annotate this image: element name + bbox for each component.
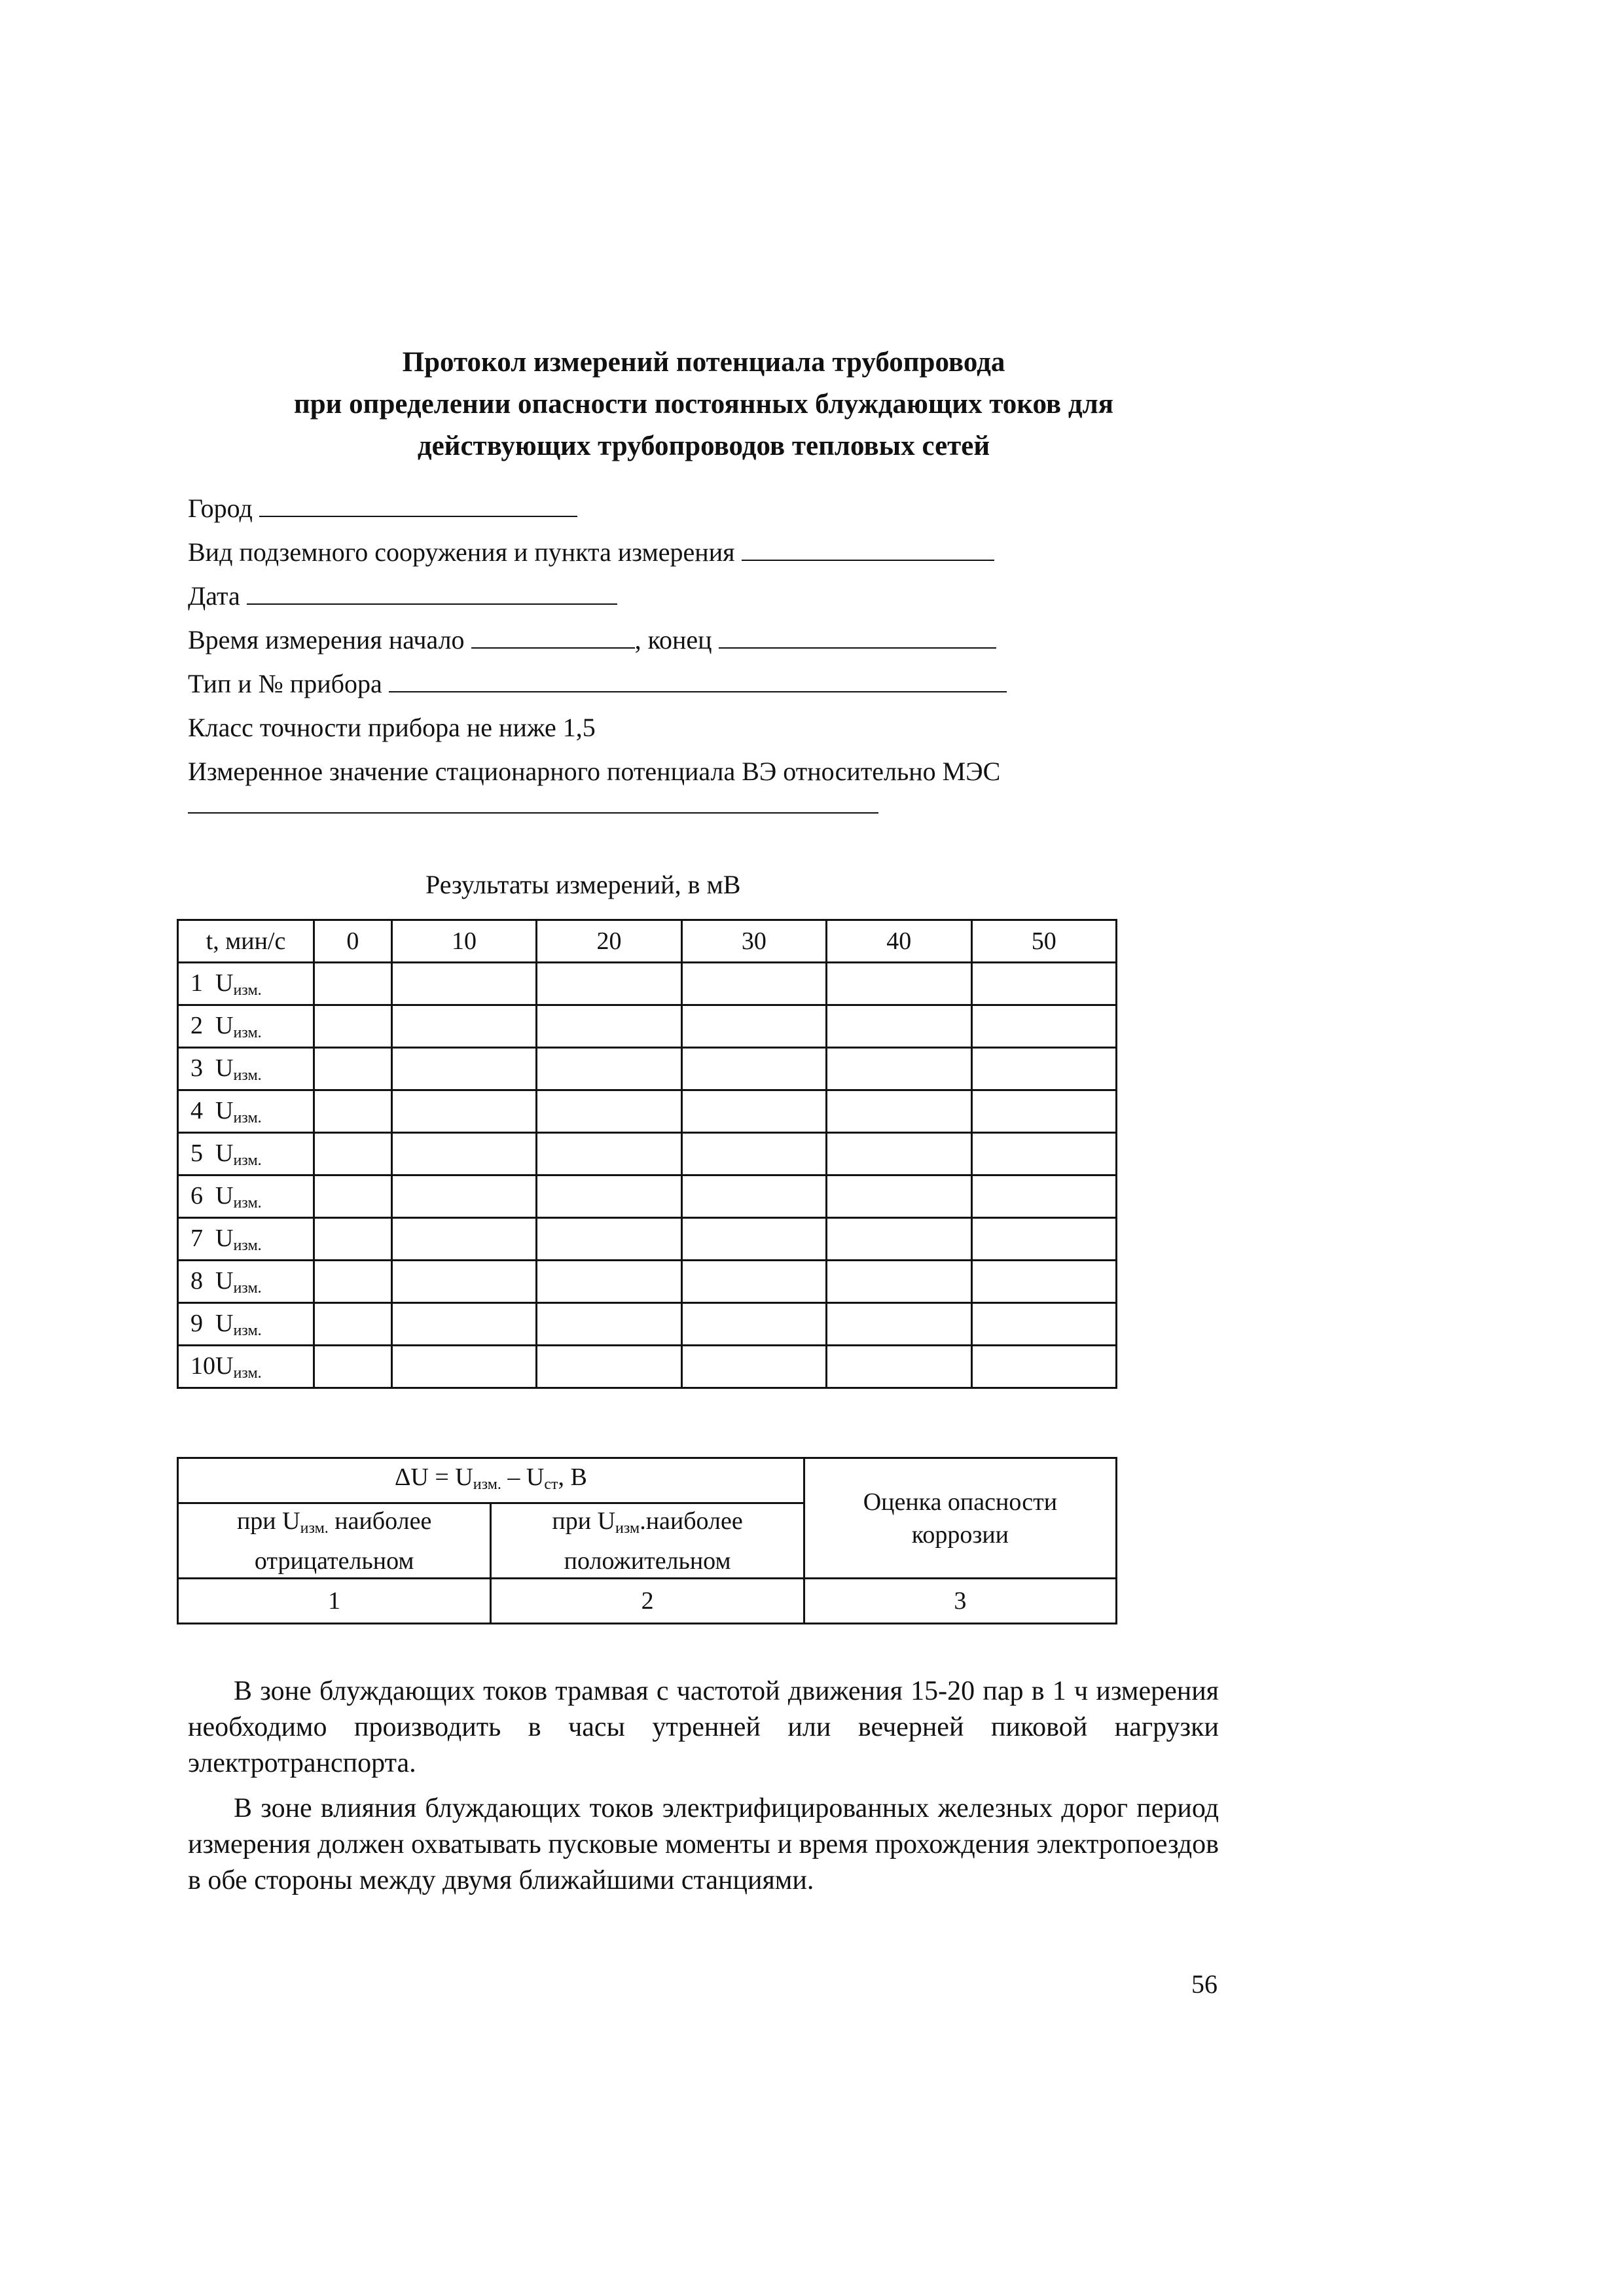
measurement-cell[interactable] <box>971 1346 1117 1388</box>
row-symbol: U <box>215 1309 234 1337</box>
measurement-cell[interactable] <box>391 1303 536 1346</box>
measurement-cell[interactable] <box>827 1261 971 1303</box>
measurement-cell[interactable] <box>314 1133 392 1175</box>
delta-u-prefix: ΔU = U <box>394 1463 473 1491</box>
structure-type-label: Вид подземного сооружения и пункта измерения <box>188 537 735 567</box>
results-caption: Результаты измерений, в мВ <box>425 870 741 899</box>
measurement-cell[interactable] <box>827 1218 971 1261</box>
row-symbol: U <box>215 1266 234 1295</box>
row-symbol: U <box>215 1096 234 1124</box>
table-row <box>178 1133 1117 1175</box>
column-number-2: 2 <box>491 1579 804 1624</box>
row-number: 5 <box>190 1139 203 1167</box>
measurement-cell[interactable] <box>391 1261 536 1303</box>
structure-type-blank[interactable] <box>742 536 994 561</box>
delta-u-suffix: , В <box>558 1463 587 1491</box>
time-col-30: 30 <box>681 920 826 963</box>
row-subscript: изм. <box>233 1194 262 1211</box>
measurement-cell[interactable] <box>681 1048 826 1090</box>
date-field <box>188 580 617 613</box>
table-row <box>178 1048 1117 1090</box>
measurement-cell[interactable] <box>537 1261 681 1303</box>
measurement-cell[interactable] <box>971 1261 1117 1303</box>
row-number: 4 <box>190 1096 203 1124</box>
delta-u-header <box>178 1458 804 1503</box>
row-symbol: U <box>215 1224 234 1252</box>
table-row <box>178 1090 1117 1133</box>
row-subscript: изм. <box>233 1236 262 1254</box>
measurement-cell[interactable] <box>827 1048 971 1090</box>
measurement-cell[interactable] <box>681 1133 826 1175</box>
measurement-cell[interactable] <box>971 1090 1117 1133</box>
measurement-cell[interactable] <box>827 1346 971 1388</box>
measurement-cell[interactable] <box>391 1048 536 1090</box>
device-label: Тип и № прибора <box>188 669 382 698</box>
row-symbol: U <box>215 1011 234 1039</box>
paragraph-railway: В зоне влияния блуждающих токов электрифицированных железных дорог период измерения должен охватывать пусковые моменты и время прохождения электропоездов в обе стороны между двумя ближайшими станциями. <box>188 1793 1219 1895</box>
device-field <box>188 668 1007 700</box>
row-number: 7 <box>190 1224 203 1252</box>
results-table <box>177 919 1117 1389</box>
row-subscript: изм. <box>233 1364 262 1382</box>
most-negative-line-2: отрицательном <box>254 1547 414 1575</box>
measured-value-label: Измеренное значение стационарного потенциала ВЭ относительно МЭС <box>188 757 1001 786</box>
table-row <box>178 1303 1117 1346</box>
row-subscript: изм. <box>233 1109 262 1126</box>
measurement-cell[interactable] <box>314 1218 392 1261</box>
measurement-cell[interactable] <box>391 1005 536 1048</box>
most-negative-pre: при U <box>236 1507 300 1535</box>
time-col-50: 50 <box>971 920 1117 963</box>
measurement-cell[interactable] <box>827 1303 971 1346</box>
row-number: 1 <box>190 969 203 997</box>
page-number: 56 <box>1191 1969 1218 1999</box>
column-number-3: 3 <box>804 1579 1116 1624</box>
measurement-cell[interactable] <box>314 1261 392 1303</box>
row-label <box>178 1090 314 1133</box>
measurement-cell[interactable] <box>681 1261 826 1303</box>
most-negative-post: наиболее <box>328 1507 432 1535</box>
most-positive-sub: изм <box>615 1519 640 1537</box>
row-label <box>178 1175 314 1218</box>
measurement-cell[interactable] <box>391 963 536 1005</box>
table-row <box>178 1261 1117 1303</box>
measurement-cell[interactable] <box>314 1175 392 1218</box>
measurement-cell[interactable] <box>681 1005 826 1048</box>
most-positive-line-2: положительном <box>564 1547 731 1575</box>
measurement-cell[interactable] <box>827 1175 971 1218</box>
table-row <box>178 1175 1117 1218</box>
measurement-cell[interactable] <box>971 963 1117 1005</box>
city-label: Город <box>188 493 253 523</box>
measured-value-field <box>188 755 1000 788</box>
measurement-cell[interactable] <box>537 1303 681 1346</box>
most-positive-post: .наиболее <box>640 1507 743 1535</box>
measurement-cell[interactable] <box>537 1175 681 1218</box>
danger-assessment-header <box>804 1458 1116 1579</box>
most-positive-pre: при U <box>552 1507 616 1535</box>
column-number-1: 1 <box>178 1579 491 1624</box>
measurement-cell[interactable] <box>971 1005 1117 1048</box>
city-blank[interactable] <box>259 492 577 517</box>
row-label <box>178 1048 314 1090</box>
measurement-cell[interactable] <box>391 1346 536 1388</box>
measured-value-blank[interactable] <box>188 789 878 814</box>
measurement-cell[interactable] <box>537 1218 681 1261</box>
measurement-cell[interactable] <box>681 1175 826 1218</box>
table-row <box>178 1346 1117 1388</box>
protocol-title <box>177 342 1231 467</box>
time-end-blank[interactable] <box>719 624 996 649</box>
measurement-cell[interactable] <box>391 1090 536 1133</box>
measurement-cell[interactable] <box>971 1048 1117 1090</box>
title-line-3: действующих трубопроводов тепловых сетей <box>417 431 990 461</box>
row-subscript: изм. <box>233 1321 262 1339</box>
row-subscript: изм. <box>233 1151 262 1169</box>
measurement-cell[interactable] <box>971 1175 1117 1218</box>
time-start-blank[interactable] <box>471 624 635 649</box>
date-blank[interactable] <box>247 580 617 605</box>
measurement-cell[interactable] <box>827 1090 971 1133</box>
structure-type-field <box>188 536 994 569</box>
row-number: 3 <box>190 1054 203 1082</box>
row-symbol: U <box>215 1054 234 1082</box>
row-subscript: изм. <box>233 1279 262 1297</box>
row-subscript: изм. <box>233 1066 262 1084</box>
row-label <box>178 1005 314 1048</box>
measurement-cell[interactable] <box>681 963 826 1005</box>
accuracy-field <box>188 711 596 744</box>
measurement-cell[interactable] <box>314 1005 392 1048</box>
measurement-cell[interactable] <box>681 1090 826 1133</box>
row-label <box>178 1133 314 1175</box>
time-end-label: , конец <box>634 625 712 655</box>
row-symbol: U <box>215 1139 234 1167</box>
delta-u-mid: – U <box>501 1463 545 1491</box>
danger-assessment-line-2: коррозии <box>911 1520 1009 1549</box>
measurement-cell[interactable] <box>827 963 971 1005</box>
accuracy-label: Класс точности прибора не ниже 1,5 <box>188 713 596 742</box>
measurement-cell[interactable] <box>537 1090 681 1133</box>
measurement-cell[interactable] <box>537 963 681 1005</box>
row-symbol: U <box>215 969 234 997</box>
measurement-cell[interactable] <box>314 1090 392 1133</box>
row-number: 10 <box>190 1352 215 1380</box>
danger-table <box>177 1457 1117 1624</box>
measurement-cell[interactable] <box>314 963 392 1005</box>
corner-header: t, мин/с <box>178 920 314 963</box>
measurement-cell[interactable] <box>537 1048 681 1090</box>
measurement-cell[interactable] <box>537 1346 681 1388</box>
row-number: 6 <box>190 1181 203 1210</box>
measurement-cell[interactable] <box>537 1005 681 1048</box>
row-label <box>178 1303 314 1346</box>
measurement-cell[interactable] <box>391 1133 536 1175</box>
measurement-cell[interactable] <box>971 1133 1117 1175</box>
measurement-cell[interactable] <box>314 1346 392 1388</box>
measurement-cell[interactable] <box>314 1303 392 1346</box>
time-start-label: Время измерения начало <box>188 625 465 655</box>
time-col-20: 20 <box>537 920 681 963</box>
row-number: 2 <box>190 1011 203 1039</box>
measurement-cell[interactable] <box>681 1218 826 1261</box>
measured-value-line <box>188 789 878 821</box>
delta-u-sub-1: изм. <box>473 1475 501 1493</box>
measurement-cell[interactable] <box>681 1346 826 1388</box>
most-negative-sub: изм. <box>300 1519 329 1537</box>
danger-number-row <box>178 1579 1117 1624</box>
measurement-cell[interactable] <box>827 1133 971 1175</box>
table-row <box>178 1005 1117 1048</box>
time-field <box>188 624 996 656</box>
measurement-cell[interactable] <box>537 1133 681 1175</box>
most-positive-header <box>491 1503 804 1579</box>
measurement-cell[interactable] <box>391 1175 536 1218</box>
paragraph-tram: В зоне блуждающих токов трамвая с частотой движения 15-20 пар в 1 ч измерения необходимо производить в часы утренней или вечерней пиковой нагрузки электротранспорта. <box>188 1676 1219 1778</box>
measurement-cell[interactable] <box>971 1218 1117 1261</box>
row-label <box>178 963 314 1005</box>
measurement-cell[interactable] <box>971 1303 1117 1346</box>
delta-u-sub-2: ст <box>544 1475 558 1493</box>
measurement-cell[interactable] <box>391 1218 536 1261</box>
row-label <box>178 1218 314 1261</box>
most-negative-header <box>178 1503 491 1579</box>
city-field <box>188 492 577 525</box>
danger-assessment-line-1: Оценка опасности <box>863 1488 1058 1516</box>
title-line-2: при определении опасности постоянных блуждающих токов для <box>293 389 1114 420</box>
date-label: Дата <box>188 581 240 611</box>
measurement-cell[interactable] <box>681 1303 826 1346</box>
time-col-0: 0 <box>314 920 392 963</box>
title-line-1: Протокол измерений потенциала трубопровода <box>402 347 1005 378</box>
row-subscript: изм. <box>233 1024 262 1041</box>
row-label <box>178 1346 314 1388</box>
row-number: 8 <box>190 1266 203 1295</box>
time-col-10: 10 <box>391 920 536 963</box>
row-number: 9 <box>190 1309 203 1337</box>
measurement-cell[interactable] <box>827 1005 971 1048</box>
row-symbol: U <box>215 1181 234 1210</box>
table-row <box>178 963 1117 1005</box>
danger-header-row <box>178 1458 1117 1503</box>
row-label <box>178 1261 314 1303</box>
table-row <box>178 1218 1117 1261</box>
row-symbol: U <box>215 1352 234 1380</box>
time-col-40: 40 <box>827 920 971 963</box>
device-blank[interactable] <box>389 668 1007 692</box>
row-subscript: изм. <box>233 981 262 999</box>
results-header-row <box>178 920 1117 963</box>
measurement-cell[interactable] <box>314 1048 392 1090</box>
